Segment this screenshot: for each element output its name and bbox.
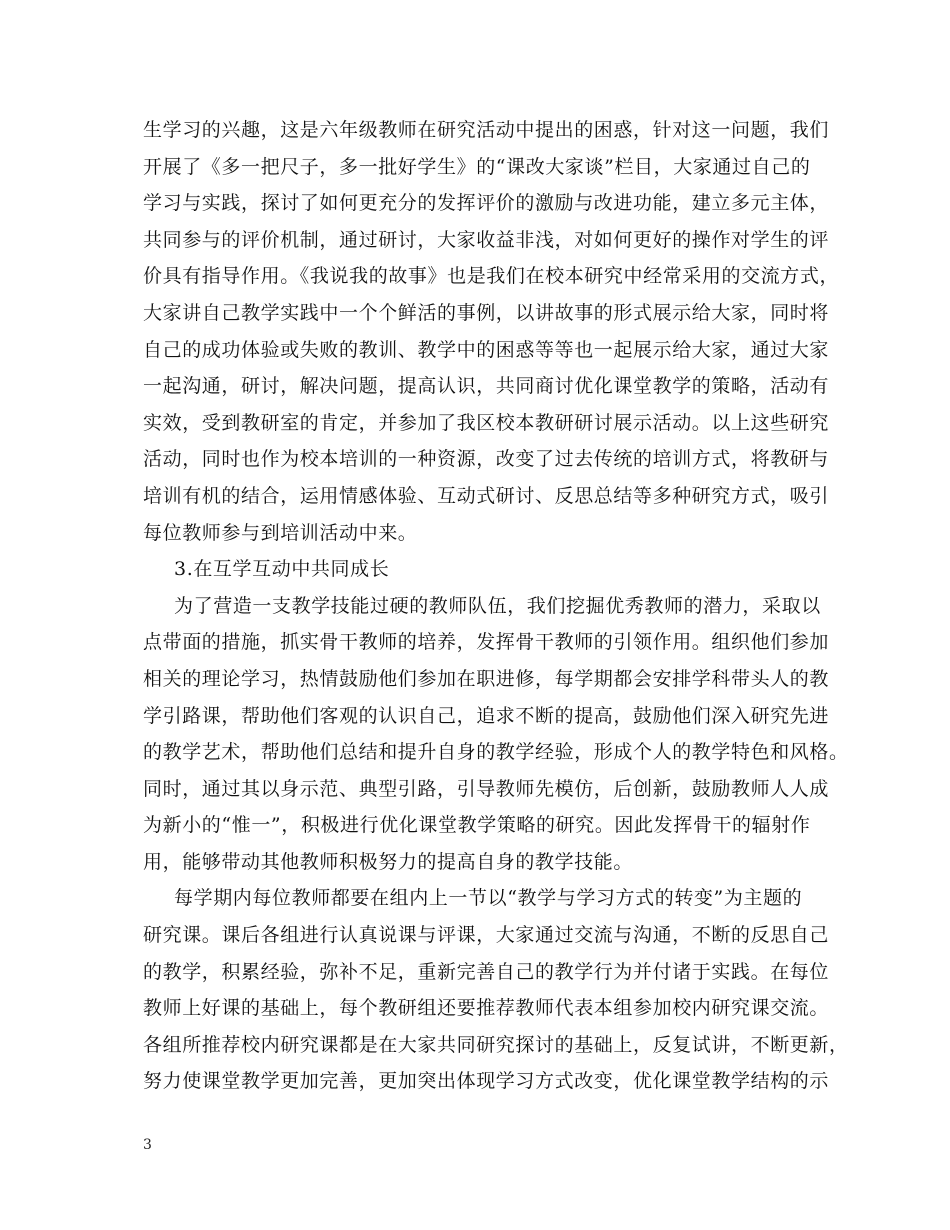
text-line: 开展了《多一把尺子，多一批好学生》的“课改大家谈”栏目，大家通过自己的 bbox=[143, 155, 811, 178]
text-line: 活动，同时也作为校本培训的一种资源，改变了过去传统的培训方式，将教研与 bbox=[143, 448, 830, 471]
paragraph-start-line: 3.在互学互动中共同成长 bbox=[174, 558, 390, 581]
text-line: 学习与实践，探讨了如何更充分的发挥评价的激励与改进功能，建立多元主体， bbox=[143, 192, 830, 215]
text-line: 研究课。课后各组进行认真说课与评课，大家通过交流与沟通，不断的反思自己 bbox=[143, 924, 830, 947]
page-number: 3 bbox=[143, 1137, 152, 1153]
text-line: 大家讲自己教学实践中一个个鲜活的事例，以讲故事的形式展示给大家，同时将 bbox=[143, 301, 830, 324]
paragraph-start-line: 为了营造一支教学技能过硬的教师队伍，我们挖掘优秀教师的潜力，采取以 bbox=[174, 594, 821, 617]
text-line: 同时，通过其以身示范、典型引路，引导教师先模仿，后创新，鼓励教师人人成 bbox=[143, 777, 830, 800]
text-line: 教师上好课的基础上，每个教研组还要推荐教师代表本组参加校内研究课交流。 bbox=[143, 997, 830, 1020]
text-line: 点带面的措施，抓实骨干教师的培养，发挥骨干教师的引领作用。组织他们参加 bbox=[143, 631, 830, 654]
text-line: 相关的理论学习，热情鼓励他们参加在职进修，每学期都会安排学科带头人的教 bbox=[143, 667, 830, 690]
paragraph-start-line: 每学期内每位教师都要在组内上一节以“教学与学习方式的转变”为主题的 bbox=[174, 887, 803, 910]
text-line: 每位教师参与到培训活动中来。 bbox=[143, 521, 418, 544]
text-line: 的教学艺术，帮助他们总结和提升自身的教学经验，形成个人的教学特色和风格。 bbox=[143, 741, 849, 764]
text-line: 用，能够带动其他教师积极努力的提高自身的教学技能。 bbox=[143, 850, 634, 873]
text-line: 的教学，积累经验，弥补不足，重新完善自己的教学行为并付诸于实践。在每位 bbox=[143, 960, 830, 983]
text-line: 培训有机的结合，运用情感体验、互动式研讨、反思总结等多种研究方式，吸引 bbox=[143, 484, 830, 507]
text-line: 各组所推荐校内研究课都是在大家共同研究探讨的基础上，反复试讲，不断更新， bbox=[143, 1033, 849, 1056]
text-line: 实效，受到教研室的肯定，并参加了我区校本教研研讨展示活动。以上这些研究 bbox=[143, 411, 830, 434]
text-line: 价具有指导作用。《我说我的故事》也是我们在校本研究中经常采用的交流方式， bbox=[143, 265, 840, 288]
text-line: 共同参与的评价机制，通过研讨，大家收益非浅，对如何更好的操作对学生的评 bbox=[143, 228, 830, 251]
document-body bbox=[143, 112, 849, 1100]
text-line: 努力使课堂教学更加完善，更加突出体现学习方式改变，优化课堂教学结构的示 bbox=[143, 1070, 830, 1093]
text-line: 学引路课，帮助他们客观的认识自己，追求不断的提高，鼓励他们深入研究先进 bbox=[143, 704, 830, 727]
text-line: 自己的成功体验或失败的教训、教学中的困惑等等也一起展示给大家，通过大家 bbox=[143, 338, 830, 361]
text-line: 为新小的“惟一”，积极进行优化课堂教学策略的研究。因此发挥骨干的辐射作 bbox=[143, 814, 811, 837]
text-line: 一起沟通，研讨，解决问题，提高认识，共同商讨优化课堂教学的策略，活动有 bbox=[143, 375, 830, 398]
text-line: 生学习的兴趣，这是六年级教师在研究活动中提出的困惑，针对这一问题，我们 bbox=[143, 119, 830, 141]
